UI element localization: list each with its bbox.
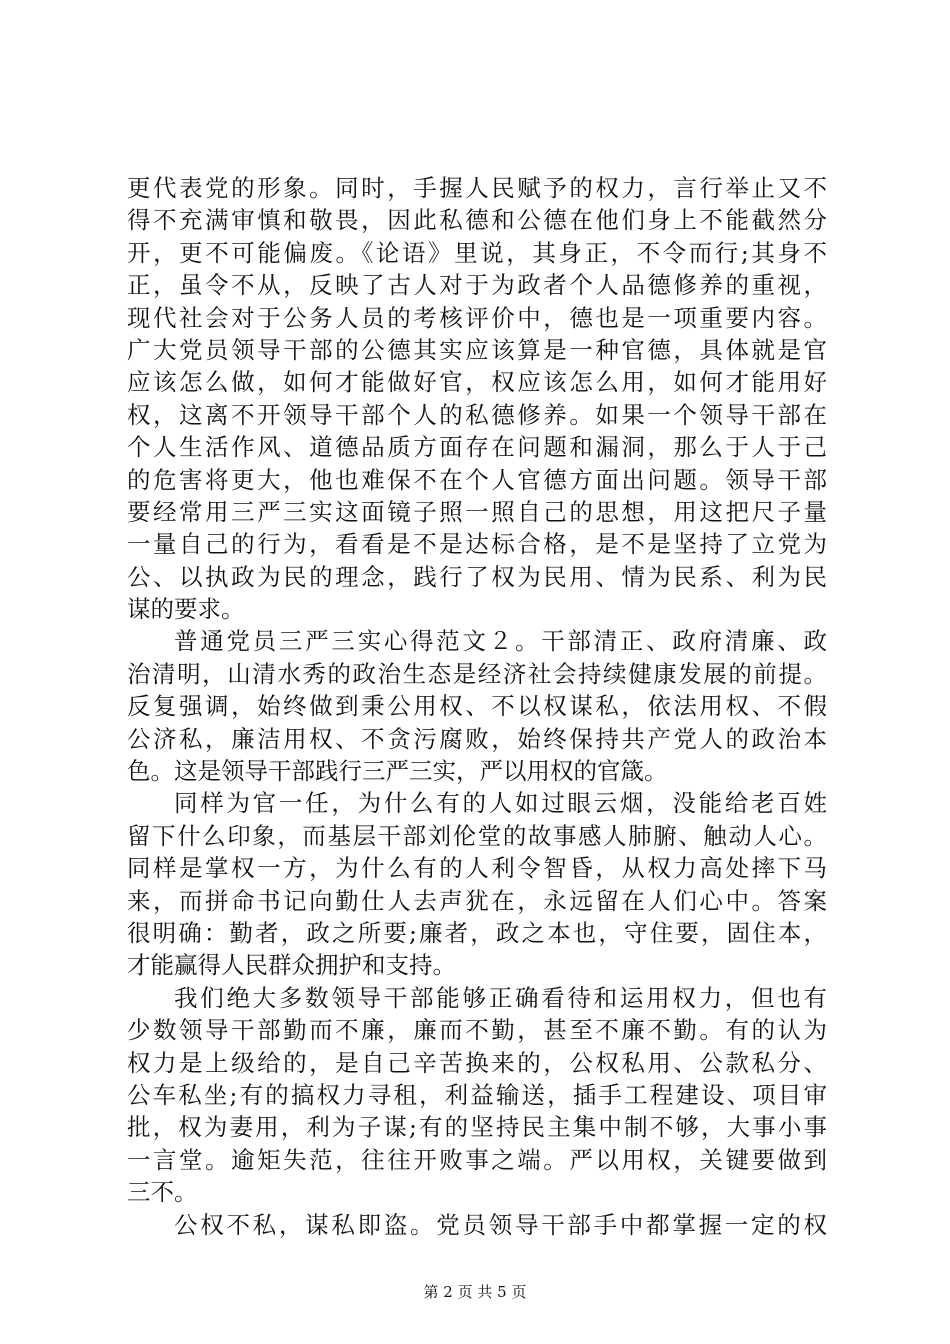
text-line: 反复强调，始终做到秉公用权、不以权谋私，依法用权、不假 — [127, 692, 827, 721]
text-line: 更代表党的形象。同时，手握人民赋予的权力，言行举止又不 — [127, 174, 827, 202]
text-line: 要经常用三严三实这面镜子照一照自己的思想，用这把尺子量 — [127, 497, 827, 526]
text-line: 普通党员三严三实心得范文２。干部清正、政府清廉、政 — [174, 627, 827, 656]
text-line: 公、以执政为民的理念，践行了权为民用、情为民系、利为民 — [127, 562, 827, 591]
text-line: 留下什么印象，而基层干部刘伦堂的故事感人肺腑、触动人心。 — [127, 821, 827, 850]
document-body — [127, 172, 827, 1241]
text-line: 谋的要求。 — [127, 595, 245, 624]
text-line: 批，权为妻用，利为子谋;有的坚持民主集中制不够，大事小事 — [127, 1113, 827, 1142]
text-line: 开，更不可能偏废。《论语》里说，其身正，不令而行;其身不 — [127, 238, 827, 267]
text-line: 一言堂。逾矩失范，往往开败事之端。严以用权，关键要做到 — [127, 1145, 827, 1174]
text-line: 三不。 — [127, 1178, 198, 1207]
text-line: 同样为官一任，为什么有的人如过眼云烟，没能给老百姓 — [174, 789, 827, 818]
text-line: 权力是上级给的，是自己辛苦换来的，公权私用、公款私分、 — [127, 1048, 827, 1077]
text-line: 广大党员领导干部的公德其实应该算是一种官德，具体就是官 — [127, 335, 827, 364]
text-line: 很明确：勤者，政之所要;廉者，政之本也，守住要，固住本， — [127, 918, 827, 947]
text-line: 公车私坐;有的搞权力寻租，利益输送，插手工程建设、项目审 — [127, 1080, 827, 1109]
text-line: 公权不私，谋私即盗。党员领导干部手中都掌握一定的权 — [174, 1210, 827, 1239]
text-line: 公济私，廉洁用权、不贪污腐败，始终保持共产党人的政治本 — [127, 724, 827, 753]
text-line: 应该怎么做，如何才能做好官，权应该怎么用，如何才能用好 — [127, 368, 827, 397]
text-line: 同样是掌权一方，为什么有的人利令智昏，从权力高处摔下马 — [127, 854, 827, 883]
text-line: 的危害将更大，他也难保不在个人官德方面出问题。领导干部 — [127, 465, 827, 494]
text-line: 正，虽令不从，反映了古人对于为政者个人品德修养的重视， — [127, 271, 827, 300]
text-line: 权，这离不开领导干部个人的私德修养。如果一个领导干部在 — [127, 400, 827, 429]
text-line: 现代社会对于公务人员的考核评价中，德也是一项重要内容。 — [127, 303, 827, 332]
text-line: 来，而拼命书记向勤仕人去声犹在，永远留在人们心中。答案 — [127, 886, 827, 915]
text-line: 少数领导干部勤而不廉，廉而不勤，甚至不廉不勤。有的认为 — [127, 1016, 827, 1045]
text-line: 个人生活作风、道德品质方面存在问题和漏洞，那么于人于己 — [127, 433, 827, 462]
text-line: 才能赢得人民群众拥护和支持。 — [127, 951, 456, 980]
text-line: 我们绝大多数领导干部能够正确看待和运用权力，但也有 — [174, 983, 827, 1012]
text-line: 治清明，山清水秀的政治生态是经济社会持续健康发展的前提。 — [127, 659, 827, 688]
text-line: 一量自己的行为，看看是不是达标合格，是不是坚持了立党为 — [127, 530, 827, 559]
text-line: 色。这是领导干部践行三严三实，严以用权的官箴。 — [127, 757, 668, 786]
text-line: 得不充满审慎和敬畏，因此私德和公德在他们身上不能截然分 — [127, 206, 827, 235]
page-footer: 第 2 页 共 5 页 — [423, 1283, 527, 1301]
